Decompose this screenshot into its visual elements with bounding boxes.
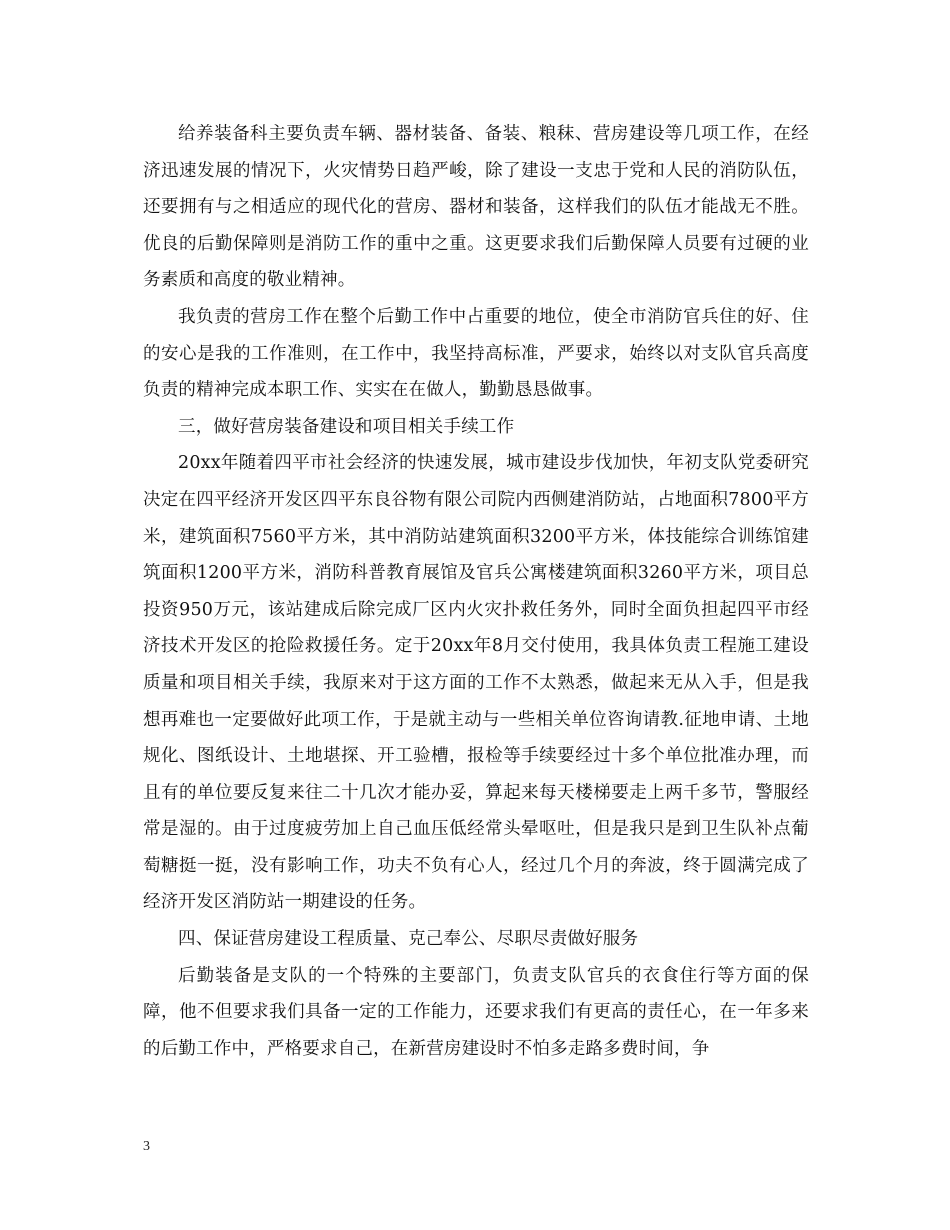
section-heading-four: 四、保证营房建设工程质量、克己奉公、尽职尽责做好服务 bbox=[178, 929, 639, 950]
paragraph-logistics-service: 后勤装备是支队的一个特殊的主要部门，负责支队官兵的衣食住行等方面的保障，他不但要求我们具备一定的工作能力，还要求我们有更高的责任心，在一年多来的后勤工作中，严格要求自己，在新营房建设时不怕多走路多费时间，争 bbox=[143, 965, 809, 1059]
paragraph-logistics-overview: 给养装备科主要负责车辆、器材装备、备装、粮秣、营房建设等几项工作，在经济迅速发展的情况下，火灾情势日趋严峻，除了建设一支忠于党和人民的消防队伍，还要拥有与之相适应的现代化的营房、器材和装备，这样我们的队伍才能战无不胜。优良的后勤保障则是消防工作的重中之重。这更要求我们后勤保障人员要有过硬的业务素质和高度的敬业精神。 bbox=[143, 124, 809, 291]
paragraph-fire-station-project: 20xx年随着四平市社会经济的快速发展，城市建设步伐加快，年初支队党委研究决定在四平经济开发区四平东良谷物有限公司院内西侧建消防站，占地面积7800平方米，建筑面积7560平方米，其中消防站建筑面积3200平方米，体技能综合训练馆建筑面积1200平方米，消防科普教育展馆及官兵公寓楼建筑面积3260平方米，项目总投资950万元，该站建成后除完成厂区内火灾扑救任务外，同时全面负担起四平市经济技术开发区的抢险救援任务。定于20xx年8月交付使用，我具体负责工程施工建设质量和项目相关手续，我原来对于这方面的工作不太熟悉，做起来无从入手，但是我想再难也一定要做好此项工作，于是就主动与一些相关单位咨询请教.征地申请、土地规化、图纸设计、土地堪探、开工验槽，报检等手续要经过十多个单位批准办理，而且有的单位要反复来往二十几次才能办妥，算起来每天楼梯要走上两千多节，警服经常是湿的。由于过度疲劳加上自己血压低经常头晕呕吐，但是我只是到卫生队补点葡萄糖挺一挺，没有影响工作，功夫不负有心人，经过几个月的奔波，终于圆满完成了经济开发区消防站一期建设的任务。 bbox=[143, 453, 809, 913]
page-number: 3 bbox=[143, 1139, 150, 1154]
document-body bbox=[143, 116, 809, 1067]
paragraph-barracks-duty: 我负责的营房工作在整个后勤工作中占重要的地位，使全市消防官兵住的好、住的安心是我的工作准则，在工作中，我坚持高标准，严要求，始终以对支队官兵高度负责的精神完成本职工作、实实在在做人，勤勤恳恳做事。 bbox=[143, 306, 809, 401]
section-heading-three: 三，做好营房装备建设和项目相关手续工作 bbox=[178, 416, 515, 437]
